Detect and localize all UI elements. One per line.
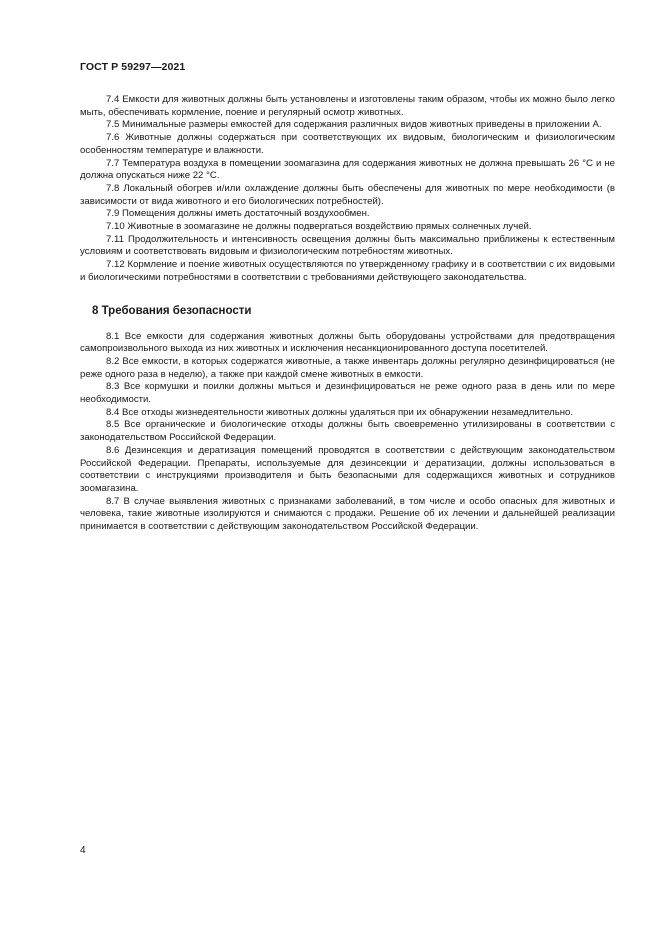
paragraph-8-3: 8.3 Все кормушки и поилки должны мыться и дезинфицироваться не реже одного раза в день или по мере необходимости. [80, 381, 615, 406]
paragraph-7-10: 7.10 Животные в зоомагазине не должны подвергаться воздействию прямых солнечных лучей. [106, 221, 532, 233]
paragraph-7-7: 7.7 Температура воздуха в помещении зоомагазина для содержания животных не должна превышать 26 °С и не должна опускаться ниже 22 °С. [80, 157, 615, 182]
paragraph-7-5: 7.5 Минимальные размеры емкостей для содержания различных видов животных приведены в приложении А. [106, 119, 602, 131]
document-header: ГОСТ Р 59297—2021 [80, 61, 186, 73]
paragraph-8-2: 8.2 Все емкости, в которых содержатся животные, а также инвентарь должны регулярно дезинфицироваться (не реже одного раза в неделю), а также при каждой смене животных в емкости. [80, 355, 615, 380]
paragraph-7-12: 7.12 Кормление и поение животных осуществляются по утвержденному графику и в соответствии с их видовыми и биологическими потребностями в соответствии с требованиями действующего законодательства. [80, 259, 615, 283]
paragraph-8-4: 8.4 Все отходы жизнедеятельности животных должны удаляться при их обнаружении незамедлительно. [106, 406, 573, 418]
paragraph-8-5: 8.5 Все органические и биологические отходы должны быть своевременно утилизированы в соответствии с законодательством Российской Федерации. [80, 419, 615, 444]
paragraph-7-11: 7.11 Продолжительность и интенсивность освещения должны быть максимально приближены к естественным условиям и соответствовать видовым и физиологическим потребностям животных. [80, 233, 615, 258]
page-number: 4 [80, 845, 86, 856]
paragraph-8-1: 8.1 Все емкости для содержания животных должны быть оборудованы устройствами для предотвращения самопроизвольного выхода из них животных и исключения несанкционированного доступа посетителей. [80, 330, 615, 355]
section-8-title: 8 Требования безопасности [92, 304, 252, 317]
paragraph-7-6: 7.6 Животные должны содержаться при соответствующих их видовым, биологическим и физиологическим особенностям температуре и влажности. [80, 132, 615, 156]
paragraph-8-6: 8.6 Дезинсекция и дератизация помещений проводятся в соответствии с действующим законодательством Российской Федерации. Препараты, используемые для дезинсекции и дератизации, должны использоваться в соответствии с инструкциями производителя и быть безопасными для содержащихся животных и сотрудников зоомагазина. [80, 444, 615, 494]
paragraph-7-8: 7.8 Локальный обогрев и/или охлаждение должны быть обеспечены для животных по мере необходимости (в зависимости от вида животного и его биологических потребностей). [80, 182, 615, 207]
paragraph-8-7: 8.7 В случае выявления животных с признаками заболеваний, в том числе и особо опасных для животных и человека, такие животные изолируются и снимаются с продажи. Решение об их лечении и дальнейшей реализации принимается в соответствии с действующим законодательством Российской Федерации. [80, 495, 615, 533]
paragraph-7-9: 7.9 Помещения должны иметь достаточный воздухообмен. [106, 208, 370, 220]
document-body [80, 94, 615, 534]
paragraph-7-4: 7.4 Емкости для животных должны быть установлены и изготовлены таким образом, чтобы их можно было легко мыть, обеспечивать кормление, поение и регулярный осмотр животных. [80, 94, 615, 118]
